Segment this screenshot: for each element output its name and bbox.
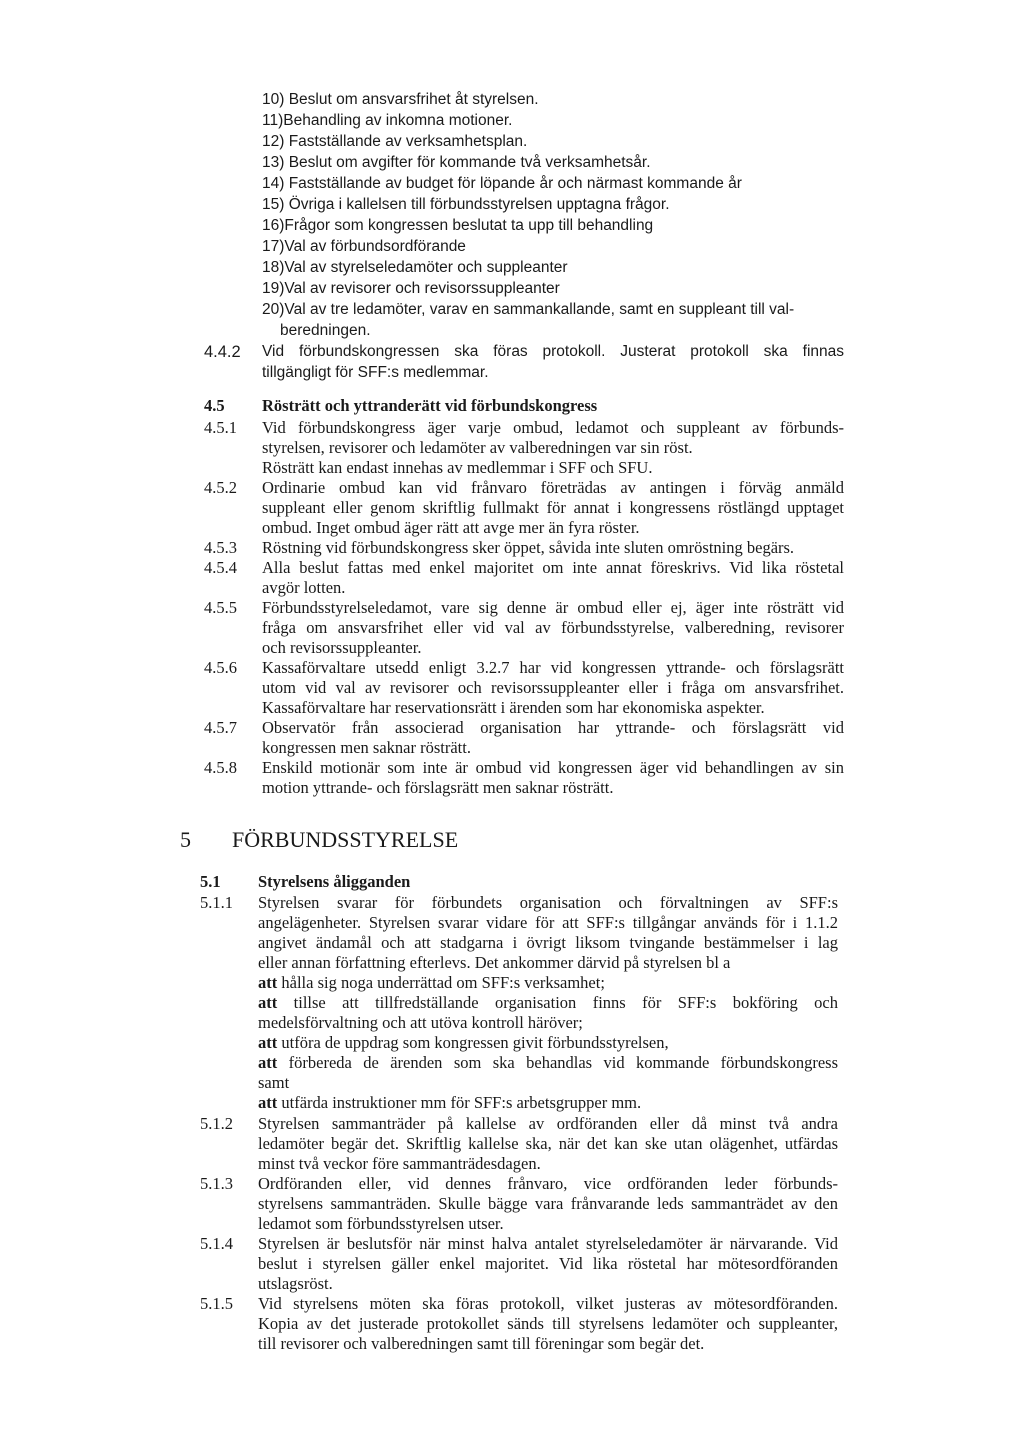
att-text: förbereda de ärenden som ska behandlas vid kommande förbundskongress [288,1053,838,1072]
paragraph-line: ledamot som förbundsstyrelsen utser. [258,1214,504,1233]
section-number: 4.5.1 [204,418,237,437]
paragraph-line: minst två veckor före sammanträdesdagen. [258,1154,541,1173]
chapter-title: FÖRBUNDSSTYRELSE [232,827,459,852]
section-number: 4.5.2 [204,478,237,497]
section-number: 5.1.1 [200,893,233,912]
section-number: 4.4.2 [204,343,241,361]
att-word: att [258,1033,278,1052]
att-item-continuation: medelsförvaltning och att utöva kontroll häröver; [258,1013,583,1032]
section-number: 5.1.4 [200,1234,233,1253]
paragraph-line: Alla beslut fattas med enkel majoritet om inte annat föreskrivs. Vid lika röstetal [262,558,844,577]
agenda-item: 13) Beslut om avgifter för kommande två verksamhetsår. [262,154,651,171]
paragraph-line: och revisorssuppleanter. [262,638,422,657]
paragraph-line: Ordinarie ombud kan vid frånvaro företrädas av antingen i förväg anmäld [262,478,844,497]
paragraph-line: Ordföranden eller, vid dennes frånvaro, vice ordföranden leder förbunds- [258,1174,838,1193]
att-item [258,973,605,993]
att-item [258,1093,641,1113]
section-number: 5.1.2 [200,1114,233,1133]
att-text: utföra de uppdrag som kongressen givit förbundsstyrelsen, [281,1033,669,1052]
section-number: 4.5.3 [204,538,237,557]
paragraph-line: till revisorer och valberedningen samt till föreningar som begär det. [258,1334,705,1353]
agenda-item: 20)Val av tre ledamöter, varav en sammankallande, samt en suppleant till val- [262,301,795,318]
chapter-number: 5 [180,827,191,852]
agenda-item: 16)Frågor som kongressen beslutat ta upp till behandling [262,217,654,234]
section-number: 4.5.7 [204,718,237,737]
paragraph-line: utslagsröst. [258,1274,333,1293]
att-item [258,1053,838,1073]
paragraph-line: Rösträtt kan endast innehas av medlemmar i SFF och SFU. [262,458,653,477]
section-number: 5.1.3 [200,1174,233,1193]
paragraph-line: styrelsens sammanträden. Skulle bägge vara frånvarande leds sammanträdet av den [258,1194,838,1213]
paragraph-line: eller annan författning efterlevs. Det ankommer därvid på styrelsen bl a [258,953,731,972]
paragraph-line: Enskild motionär som inte är ombud vid kongressen äger vid behandlingen av sin [262,758,844,777]
att-word: att [258,973,278,992]
paragraph-line: tillgängligt för SFF:s medlemmar. [262,364,489,381]
paragraph-line: Kopia av det justerade protokollet sänds till styrelsens ledamöter och suppleanter, [258,1314,838,1333]
paragraph-line: beslut i styrelsen gäller enkel majoritet. Vid lika röstetal har mötesordföranden [258,1254,838,1273]
section-number: 4.5.4 [204,558,237,577]
paragraph-line: avgör lotten. [262,578,346,597]
section-number: 5.1 [200,872,221,891]
paragraph-line: Vid förbundskongress äger varje ombud, ledamot och suppleant av förbunds- [262,418,844,437]
paragraph-line: kongressen men saknar rösträtt. [262,738,471,757]
paragraph-line: angivet ändamål och att stadgarna i övrigt liksom tvingande bestämmelser i lag [258,933,838,952]
att-word: att [258,1093,278,1112]
paragraph-line: angelägenheter. Styrelsen svarar vidare för att SFF:s tillgångar används för i 1.1.2 [258,913,838,932]
paragraph-line: suppleant eller genom skriftlig fullmakt för annat i kongressens röstlängd upptaget [262,498,844,517]
paragraph-line: Styrelsen sammanträder på kallelse av ordföranden eller då minst två andra [258,1114,838,1133]
paragraph-line: utom vid val av revisorer och revisorssuppleanter eller i fråga om ansvarsfrihet. [262,678,844,697]
paragraph-line: Vid styrelsens möten ska föras protokoll, vilket justeras av mötesordföranden. [258,1294,838,1313]
agenda-item: 12) Fastställande av verksamhetsplan. [262,133,528,150]
paragraph-line: ombud. Inget ombud äger rätt att avge mer än fyra röster. [262,518,640,537]
chapter-heading [180,826,458,854]
section-title: Rösträtt och yttranderätt vid förbundskongress [262,396,598,415]
agenda-item: 10) Beslut om ansvarsfrihet åt styrelsen. [262,91,539,108]
paragraph-line: styrelsen, revisorer och ledamöter av valberedningen var sin röst. [262,438,693,457]
att-word: att [258,1053,278,1072]
att-word: att [258,993,278,1012]
agenda-item: 17)Val av förbundsordförande [262,238,466,255]
section-number: 4.5 [204,396,225,415]
paragraph-line: Vid förbundskongressen ska föras protokoll. Justerat protokoll ska finnas [262,343,844,360]
att-text: utfärda instruktioner mm för SFF:s arbetsgrupper mm. [281,1093,642,1112]
section-number: 5.1.5 [200,1294,233,1313]
paragraph-line: Kassaförvaltare utsedd enligt 3.2.7 har vid kongressen yttrande- och förslagsrätt [262,658,844,677]
section-number: 4.5.6 [204,658,237,677]
section-number: 4.5.5 [204,598,237,617]
paragraph-line: motion yttrande- och förslagsrätt men saknar rösträtt. [262,778,614,797]
agenda-item: 11)Behandling av inkomna motioner. [262,112,513,129]
att-item-continuation: samt [258,1073,290,1092]
paragraph-line: Kassaförvaltare har reservationsrätt i ärenden som har ekonomiska aspekter. [262,698,765,717]
paragraph-line: Styrelsen svarar för förbundets organisation och förvaltningen av SFF:s [258,893,838,912]
agenda-item: 19)Val av revisorer och revisorssuppleanter [262,280,560,297]
paragraph-line: Förbundsstyrelseledamot, vare sig denne är ombud eller ej, äger inte rösträtt vid [262,598,844,617]
att-item [258,1033,669,1053]
paragraph-line: fråga om ansvarsfrihet eller vid val av förbundsstyrelse, valberedning, revisorer [262,618,844,637]
att-text: hålla sig noga underrättad om SFF:s verksamhet; [281,973,605,992]
section-title: Styrelsens åligganden [258,872,411,891]
paragraph-line: Observatör från associerad organisation har yttrande- och förslagsrätt vid [262,718,844,737]
paragraph-line: Röstning vid förbundskongress sker öppet, såvida inte sluten omröstning begärs. [262,538,795,557]
paragraph-line: Styrelsen är beslutsför när minst halva antalet styrelseledamöter är närvarande. Vid [258,1234,838,1253]
paragraph-line: ledamöter begär det. Skriftlig kallelse ska, när det kan ske utan olägenhet, utfärdas [258,1134,838,1153]
section-number: 4.5.8 [204,758,237,777]
agenda-item: 15) Övriga i kallelsen till förbundsstyrelsen upptagna frågor. [262,196,670,213]
agenda-item: 18)Val av styrelseledamöter och suppleanter [262,259,568,276]
att-text: tillse att tillfredställande organisation finns för SFF:s bokföring och [293,993,839,1012]
agenda-item: 14) Fastställande av budget för löpande år och närmast kommande år [262,175,742,192]
att-item [258,993,838,1013]
agenda-item: beredningen. [280,322,371,339]
